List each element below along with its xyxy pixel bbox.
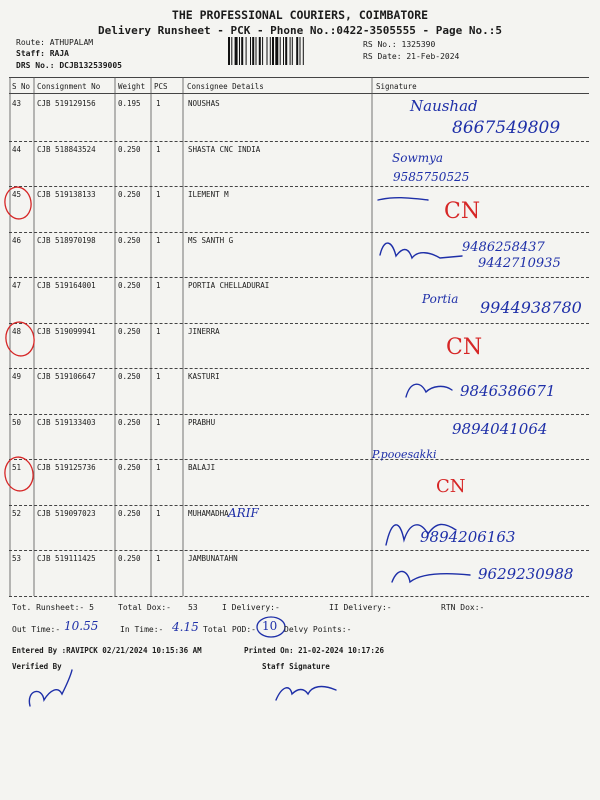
cell-consignment: CJB 519111425 xyxy=(37,554,96,563)
delvy-points-label: Delvy Points:- xyxy=(284,625,352,634)
sig-52-suffix: ARIF xyxy=(228,506,259,520)
row-divider xyxy=(9,414,589,415)
cell-consignee: MS SANTH G xyxy=(188,235,234,245)
sig-44-name: Sowmya xyxy=(392,151,444,165)
cell-pcs: 1 xyxy=(156,326,161,336)
rs-no-value: 1325390 xyxy=(401,40,436,49)
sig-51-mark: CN xyxy=(436,476,466,497)
sig-53-phone: 9629230988 xyxy=(478,565,574,583)
sig-52-phone: 9894206163 xyxy=(420,528,516,546)
total-dox-label: Total Dox:- xyxy=(118,603,171,612)
staff-signature-label: Staff Signature xyxy=(262,662,330,671)
tot-runsheet: Tot. Runsheet:- 5 xyxy=(12,603,94,612)
ii-delivery: II Delivery:- xyxy=(329,603,392,612)
sig-47-name: Portia xyxy=(422,292,459,306)
in-time-value: 4.15 xyxy=(172,620,199,634)
cell-weight: 0.250 xyxy=(118,144,141,154)
i-delivery: I Delivery:- xyxy=(222,603,280,612)
sig-49-scribble xyxy=(406,384,452,397)
cell-sno: 45 xyxy=(12,190,22,199)
cell-weight: 0.250 xyxy=(118,463,141,472)
verified-by: Verified By xyxy=(12,662,62,671)
rs-no-line xyxy=(363,40,435,49)
sig-46-phone2: 9442710935 xyxy=(478,256,561,271)
cell-pcs: 1 xyxy=(156,463,161,472)
row-divider xyxy=(9,368,589,369)
cell-pcs: 1 xyxy=(156,508,161,518)
cell-weight: 0.250 xyxy=(118,326,141,336)
cell-weight: 0.250 xyxy=(118,554,141,563)
sig-45-stroke xyxy=(378,198,428,200)
staff-signature-scrawl xyxy=(276,687,336,700)
cell-sno: 53 xyxy=(12,554,22,563)
cell-sno: 50 xyxy=(12,417,22,427)
cell-sno: 52 xyxy=(12,508,22,518)
cell-weight: 0.250 xyxy=(118,235,141,245)
cell-pcs: 1 xyxy=(156,281,161,290)
rs-no-label: RS No.: xyxy=(363,40,397,49)
row-divider xyxy=(9,550,589,551)
cell-consignee: JAMBUNATAHN xyxy=(188,554,238,563)
company-title: THE PROFESSIONAL COURIERS, COIMBATORE xyxy=(171,8,429,22)
printed-on: Printed On: 21-02-2024 10:17:26 xyxy=(244,646,384,655)
cell-weight: 0.195 xyxy=(118,99,141,108)
cell-weight: 0.250 xyxy=(118,417,141,427)
cell-weight: 0.250 xyxy=(118,281,141,290)
rs-date-value: 21-Feb-2024 xyxy=(406,52,460,61)
cell-pcs: 1 xyxy=(156,554,161,563)
cell-pcs: 1 xyxy=(156,99,161,108)
cell-pcs: 1 xyxy=(156,190,161,199)
row-divider xyxy=(9,232,589,233)
cell-weight: 0.250 xyxy=(118,508,141,518)
cell-pcs: 1 xyxy=(156,144,161,154)
cell-consignee: PORTIA CHELLADURAI xyxy=(188,281,270,290)
cell-sno: 44 xyxy=(12,144,22,154)
cell-consignment: CJB 519097023 xyxy=(37,508,96,518)
row-divider xyxy=(9,323,589,324)
drs-value: DCJB132539005 xyxy=(59,61,122,70)
entered-by: Entered By :RAVIPCK 02/21/2024 10:15:36 AM xyxy=(12,646,202,655)
sig-46-phone1: 9486258437 xyxy=(462,240,545,255)
cell-sno: 43 xyxy=(12,99,22,108)
cell-consignee: MUHAMADHA xyxy=(188,508,229,518)
route-line xyxy=(16,38,93,47)
cell-consignee: ILEMENT M xyxy=(188,190,229,199)
total-pod-label: Total POD:- xyxy=(203,625,256,634)
cell-weight: 0.250 xyxy=(118,372,141,381)
rs-date-line xyxy=(363,52,459,61)
verified-signature xyxy=(29,670,72,706)
col-pcs: PCS xyxy=(154,82,168,91)
route-label: Route: xyxy=(16,38,45,47)
row-divider xyxy=(9,277,589,278)
sig-44-phone: 9585750525 xyxy=(393,170,470,184)
route-value: ATHUPALAM xyxy=(49,38,94,47)
cell-consignment: CJB 519164001 xyxy=(37,281,96,290)
cell-pcs: 1 xyxy=(156,417,161,427)
cell-sno: 46 xyxy=(12,235,22,245)
sig-47-phone: 9944938780 xyxy=(480,298,582,317)
cell-consignment: CJB 519106647 xyxy=(37,372,96,381)
row-divider xyxy=(9,186,589,187)
col-weight: Weight xyxy=(118,82,146,91)
sig-51-name: P.pooesakki xyxy=(372,448,437,461)
col-consignee: Consignee Details xyxy=(187,82,264,91)
sig-43-name: Naushad xyxy=(410,97,478,115)
drs-line xyxy=(16,61,122,70)
staff-line xyxy=(16,49,69,58)
sig-53-scribble xyxy=(392,571,470,582)
cell-consignment: CJB 519138133 xyxy=(37,190,96,199)
table-top-rule xyxy=(9,77,589,78)
table-header-rule xyxy=(9,93,589,94)
cell-sno: 49 xyxy=(12,372,22,381)
cell-consignment: CJB 519133403 xyxy=(37,417,96,427)
row-divider xyxy=(9,459,589,460)
col-signature: Signature xyxy=(376,82,417,91)
row-divider xyxy=(9,505,589,506)
cell-consignee: JINERRA xyxy=(188,326,220,336)
cell-pcs: 1 xyxy=(156,372,161,381)
circle-row-51 xyxy=(2,455,35,493)
sig-49-phone: 9846386671 xyxy=(460,382,556,400)
row-divider xyxy=(9,141,589,142)
cell-sno: 48 xyxy=(12,326,22,336)
rs-date-label: RS Date: xyxy=(363,52,402,61)
drs-label: DRS No.: xyxy=(16,61,55,70)
cell-pcs: 1 xyxy=(156,235,161,245)
sig-43-phone: 8667549809 xyxy=(452,118,561,138)
in-time-label: In Time:- xyxy=(120,625,164,634)
col-sno: S No xyxy=(12,82,31,91)
staff-label: Staff: xyxy=(16,49,45,58)
cell-weight: 0.250 xyxy=(118,190,141,199)
cell-consignment: CJB 519125736 xyxy=(37,463,96,472)
cell-consignee: KASTURI xyxy=(188,372,220,381)
out-time-value: 10.55 xyxy=(64,619,99,633)
cell-consignee: NOUSHAS xyxy=(188,99,220,108)
cell-consignment: CJB 518843524 xyxy=(37,144,96,154)
cell-consignment: CJB 518970198 xyxy=(37,235,96,245)
rtn-dox: RTN Dox:- xyxy=(441,603,485,612)
staff-value: RAJA xyxy=(49,49,69,58)
cell-consignment: CJB 519099941 xyxy=(37,326,96,336)
cell-consignee: SHASTA CNC INDIA xyxy=(188,144,261,154)
col-consignment: Consignment No xyxy=(37,82,101,91)
cell-consignee: BALAJI xyxy=(188,463,216,472)
runsheet-title: Delivery Runsheet - PCK - Phone No.:0422-3505555 - Page No.:5 xyxy=(98,24,502,37)
cell-consignee: PRABHU xyxy=(188,417,216,427)
sig-45-mark: CN xyxy=(444,199,481,224)
out-time-label: Out Time:- xyxy=(12,625,61,634)
total-pod-value: 10 xyxy=(262,619,278,633)
sig-48-mark: CN xyxy=(446,335,483,360)
cell-consignment: CJB 519129156 xyxy=(37,99,96,108)
barcode xyxy=(228,37,354,65)
total-dox-value: 53 xyxy=(188,603,198,612)
sig-50-phone: 9894041064 xyxy=(452,420,548,438)
cell-sno: 51 xyxy=(12,463,22,472)
sig-46-scribble xyxy=(380,243,462,258)
cell-sno: 47 xyxy=(12,281,22,290)
row-divider xyxy=(9,596,589,597)
